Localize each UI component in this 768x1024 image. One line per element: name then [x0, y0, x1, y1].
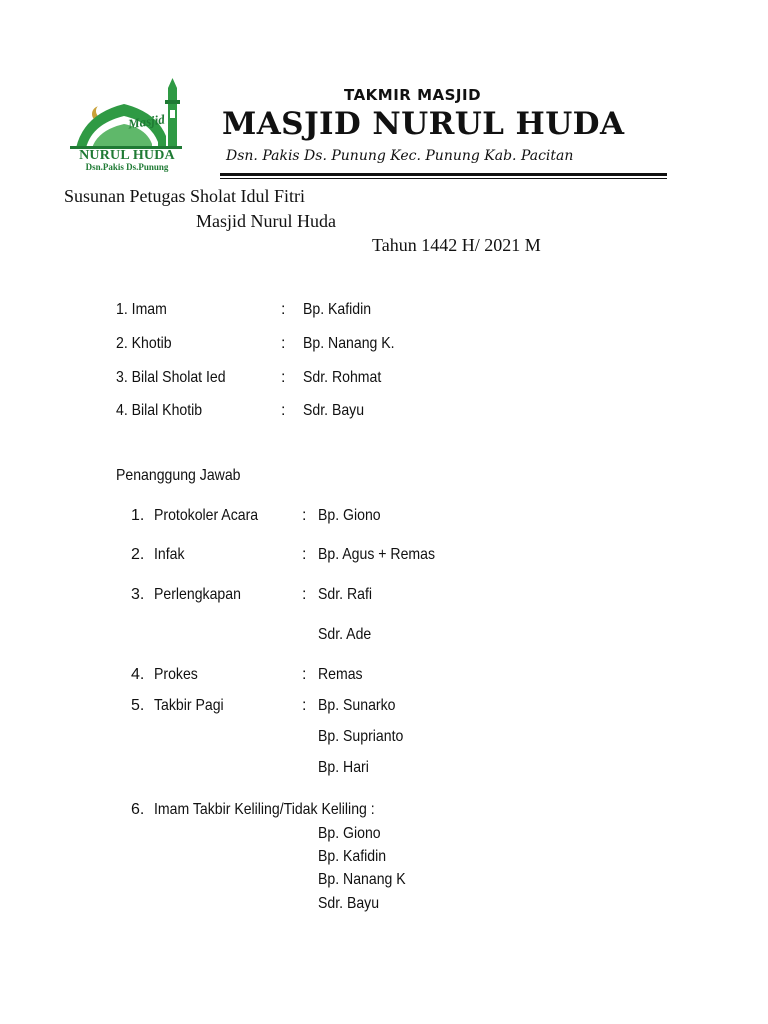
- logo-script-text: Masjid: [127, 111, 166, 132]
- penanggung-heading: [116, 467, 257, 485]
- letterhead-title: MASJID NURUL HUDA: [222, 106, 625, 142]
- pj-value-text: Sdr. Bayu: [318, 895, 380, 912]
- pj-num: 5.: [131, 697, 145, 714]
- petugas-colon: :: [281, 402, 286, 419]
- letterhead-address: Dsn. Pakis Ds. Punung Kec. Punung Kab. Pacitan: [226, 148, 574, 164]
- pj-value-text: Bp. Kafidin: [318, 848, 387, 865]
- letterhead-rule-thin: [220, 178, 667, 179]
- logo-name: NURUL HUDA: [79, 148, 175, 163]
- petugas-label: 2. Khotib: [116, 335, 172, 352]
- pj-colon: :: [302, 697, 307, 714]
- petugas-value-text: Sdr. Rohmat: [303, 369, 382, 386]
- petugas-label: 1. Imam: [116, 301, 167, 318]
- doc-title-line3: Tahun 1442 H/ 2021 M: [372, 235, 541, 255]
- petugas-label: 3. Bilal Sholat Ied: [116, 369, 226, 386]
- logo-subtitle: Dsn.Pakis Ds.Punung: [85, 162, 169, 172]
- pj-value: [318, 626, 379, 644]
- petugas-row-khotib: [116, 335, 179, 353]
- pj-value-text: Remas: [318, 666, 363, 683]
- petugas-value: [303, 402, 372, 420]
- pj-num: 1.: [131, 507, 145, 524]
- pj-label: [154, 666, 204, 684]
- petugas-colon: :: [281, 301, 286, 318]
- pj-colon: :: [302, 546, 307, 563]
- pj-value-text: Bp. Hari: [318, 759, 369, 776]
- pj-value-text: Sdr. Rafi: [318, 586, 372, 603]
- pj-value: [318, 895, 387, 913]
- pj-value: [318, 728, 415, 746]
- pj-value-text: Bp. Giono: [318, 507, 381, 524]
- pj-label: [154, 507, 272, 525]
- petugas-row-imam: [116, 301, 174, 319]
- pj-colon: :: [302, 666, 307, 683]
- pj-value: [318, 507, 389, 525]
- penanggung-heading-text: Penanggung Jawab: [116, 467, 241, 484]
- pj-label: [154, 801, 405, 819]
- petugas-value: [303, 301, 380, 319]
- pj-num: 2.: [131, 546, 145, 563]
- petugas-row-bilal-sholat: [116, 369, 241, 387]
- pj-label-text: Imam Takbir Keliling/Tidak Keliling :: [154, 801, 375, 818]
- petugas-colon: :: [281, 369, 286, 386]
- petugas-value: [303, 335, 407, 353]
- pj-label-text: Prokes: [154, 666, 198, 683]
- pj-label: [154, 546, 189, 564]
- pj-value: [318, 825, 389, 843]
- pj-value-text: Bp. Sunarko: [318, 697, 396, 714]
- pj-value-text: Bp. Suprianto: [318, 728, 404, 745]
- petugas-row-bilal-khotib: [116, 402, 214, 420]
- pj-num: 3.: [131, 586, 145, 603]
- pj-value: [318, 546, 451, 564]
- pj-label: [154, 586, 253, 604]
- pj-value-text: Bp. Giono: [318, 825, 381, 842]
- petugas-value-text: Sdr. Bayu: [303, 402, 365, 419]
- pj-label-text: Perlengkapan: [154, 586, 241, 603]
- petugas-value-text: Bp. Kafidin: [303, 301, 372, 318]
- pj-value: [318, 848, 395, 866]
- doc-title-line2: Masjid Nurul Huda: [196, 211, 336, 231]
- petugas-value-text: Bp. Nanang K.: [303, 335, 395, 352]
- pj-colon: :: [302, 507, 307, 524]
- pj-num: 4.: [131, 666, 145, 683]
- doc-title-line1: Susunan Petugas Sholat Idul Fitri: [64, 186, 306, 206]
- letterhead-rule-thick: [220, 173, 667, 176]
- pj-value-text: Bp. Nanang K: [318, 871, 406, 888]
- pj-value-text: Sdr. Ade: [318, 626, 372, 643]
- petugas-value: [303, 369, 392, 387]
- pj-colon: :: [302, 586, 307, 603]
- pj-value: [318, 666, 369, 684]
- pj-label-text: Protokoler Acara: [154, 507, 259, 524]
- pj-label-text: Infak: [154, 546, 185, 563]
- pj-value: [318, 697, 406, 715]
- pj-label-text: Takbir Pagi: [154, 697, 224, 714]
- pj-value: [318, 871, 418, 889]
- petugas-colon: :: [281, 335, 286, 352]
- pj-value: [318, 759, 376, 777]
- pj-num: 6.: [131, 801, 145, 818]
- letterhead-top-line: TAKMIR MASJID: [344, 86, 482, 104]
- pj-label: [154, 697, 233, 715]
- petugas-label: 4. Bilal Khotib: [116, 402, 203, 419]
- pj-value: [318, 586, 379, 604]
- pj-value-text: Bp. Agus + Remas: [318, 546, 436, 563]
